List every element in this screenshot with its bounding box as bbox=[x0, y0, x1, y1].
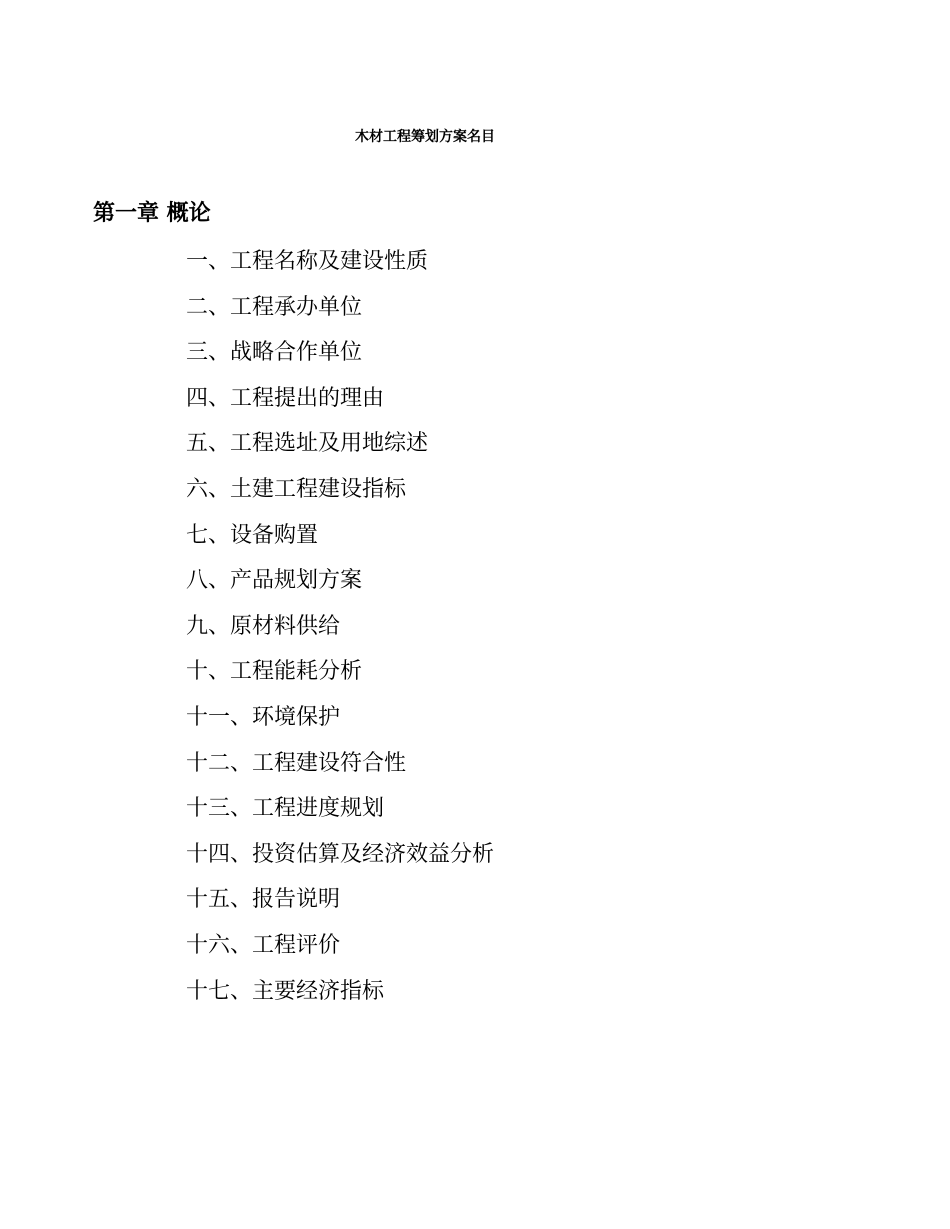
toc-item: 七、设备购置 bbox=[186, 522, 319, 548]
toc-item: 十一、环境保护 bbox=[186, 704, 341, 730]
toc-item: 五、工程选址及用地综述 bbox=[186, 431, 429, 457]
toc-item: 十七、主要经济指标 bbox=[186, 978, 385, 1004]
toc-item: 二、工程承办单位 bbox=[186, 294, 363, 320]
toc-item: 十三、工程进度规划 bbox=[186, 796, 385, 822]
toc-item: 四、工程提出的理由 bbox=[186, 385, 385, 411]
toc-item: 十二、工程建设符合性 bbox=[186, 750, 407, 776]
toc-list bbox=[186, 246, 494, 1021]
toc-item: 一、工程名称及建设性质 bbox=[186, 249, 429, 274]
toc-item: 十六、工程评价 bbox=[186, 932, 341, 958]
toc-item: 六、土建工程建设指标 bbox=[186, 476, 407, 502]
toc-item: 十四、投资估算及经济效益分析 bbox=[186, 841, 495, 867]
toc-item: 三、战略合作单位 bbox=[186, 340, 363, 366]
document-title: 木材工程筹划方案名目 bbox=[355, 129, 495, 145]
toc-item: 九、原材料供给 bbox=[186, 613, 341, 639]
chapter-heading: 第一章 概论 bbox=[93, 201, 211, 226]
toc-item: 八、产品规划方案 bbox=[186, 568, 363, 594]
toc-item: 十五、报告说明 bbox=[186, 887, 341, 913]
toc-item: 十、工程能耗分析 bbox=[186, 659, 363, 685]
